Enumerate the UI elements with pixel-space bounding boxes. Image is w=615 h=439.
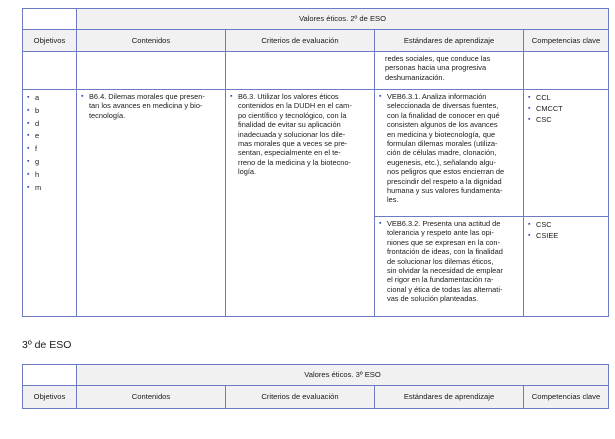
competencia-item: ▪ CMCCT	[528, 103, 604, 114]
text-line: rreno de la medicina y la biotecno-	[238, 157, 351, 167]
text-line: ▪ VEB6.3.2. Presenta una actitud de	[387, 219, 501, 228]
text-line: nos peligros que estos encierran de	[387, 167, 505, 177]
text-line: cional y ética de todas las alternati-	[387, 284, 503, 294]
curriculum-table-3eso	[22, 364, 609, 409]
objetivos-cell	[23, 90, 77, 317]
header-estandares: Estándares de aprendizaje	[375, 386, 524, 409]
text-line: con la finalidad de conocer en qué	[387, 110, 500, 120]
competencia-item: ▪ CCL	[528, 92, 604, 103]
text-line: sin olvidar la necesidad de emplear	[387, 266, 503, 276]
text-line: sentan, especialmente en el te-	[238, 148, 341, 158]
estandar-cell-2	[375, 217, 524, 317]
objetivo-item: ▪ m	[27, 182, 72, 195]
text-line: logía.	[238, 167, 257, 177]
text-line: contenidos en la DUDH en el cam-	[238, 101, 352, 111]
header-contenidos: Contenidos	[77, 386, 226, 409]
text-line: ▪ B6.3. Utilizar los valores éticos	[238, 92, 339, 101]
text-line: deshumanización.	[385, 72, 445, 82]
header-objetivos: Objetivos	[23, 386, 77, 409]
text-line: formulan dilemas morales (utiliza-	[387, 139, 498, 149]
text-line: tecnología.	[89, 110, 126, 120]
curriculum-table-2eso	[22, 8, 609, 317]
header-estandares: Estándares de aprendizaje	[375, 30, 524, 52]
text-line: vas de solución planteadas.	[387, 294, 479, 304]
text-line: niones que se expresan en la con-	[387, 237, 500, 247]
header-competencias: Competencias clave	[524, 386, 609, 409]
section-title: 3º de ESO	[22, 339, 72, 351]
header-criterios: Criterios de evaluación	[226, 30, 375, 52]
competencia-item: ▪ CSC	[528, 219, 604, 230]
contenido-cell	[77, 90, 226, 317]
header-contenidos: Contenidos	[77, 30, 226, 52]
estandar-cell-1	[375, 90, 524, 217]
table-title: Valores éticos. 2º de ESO	[77, 9, 609, 30]
text-line: personas hacia una progresiva	[385, 63, 487, 73]
text-line: frontación de ideas, con la finalidad	[387, 247, 503, 257]
header-competencias: Competencias clave	[524, 30, 609, 52]
text-line: ción de células madre, clonación,	[387, 148, 497, 158]
text-line: inadecuada y solucionar los dile-	[238, 129, 346, 139]
text-line: tan los avances en medicina y bio-	[89, 101, 203, 111]
text-line: finalidad de evitar su aplicación	[238, 120, 341, 130]
objetivo-item: ▪ d	[27, 118, 72, 131]
text-line: po científico y tecnológico, con la	[238, 110, 347, 120]
objetivo-item: ▪ g	[27, 156, 72, 169]
competencia-item: ▪ CSC	[528, 114, 604, 125]
estandar-continuation-cell	[375, 52, 524, 90]
text-line: redes sociales, que conduce las	[385, 54, 491, 63]
objetivo-item: ▪ e	[27, 130, 72, 143]
table-title: Valores éticos. 3º ESO	[77, 365, 609, 386]
text-line: eugenesis, etc.), señalando algu-	[387, 157, 496, 167]
text-line: ▪ VEB6.3.1. Analiza información	[387, 92, 487, 101]
criterio-cell	[226, 90, 375, 317]
competencias-cell-1	[524, 90, 609, 217]
competencia-item: ▪ CSIEE	[528, 230, 604, 241]
text-line: el rigor en la fundamentación ra-	[387, 275, 494, 285]
text-line: ▪ B6.4. Dilemas morales que presen-	[89, 92, 205, 101]
text-line: seleccionada de diversas fuentes,	[387, 101, 499, 111]
text-line: prescindir del respeto a la dignidad	[387, 176, 502, 186]
text-line: mas morales que a veces se pre-	[238, 139, 348, 149]
header-objetivos: Objetivos	[23, 30, 77, 52]
competencias-cell-2	[524, 217, 609, 317]
text-line: les.	[387, 195, 399, 205]
text-line: de solucionar los dilemas éticos,	[387, 256, 494, 266]
text-line: tolerancia y respeto ante las opi-	[387, 228, 494, 238]
text-line: consisten algunos de los avances	[387, 120, 498, 130]
text-line: humana y sus valores fundamenta-	[387, 186, 503, 196]
text-line: en medicina y biotecnología, que	[387, 129, 496, 139]
header-criterios: Criterios de evaluación	[226, 386, 375, 409]
objetivo-item: ▪ f	[27, 143, 72, 156]
objetivo-item: ▪ h	[27, 169, 72, 182]
objetivo-item: ▪ a	[27, 92, 72, 105]
objetivo-item: ▪ b	[27, 105, 72, 118]
